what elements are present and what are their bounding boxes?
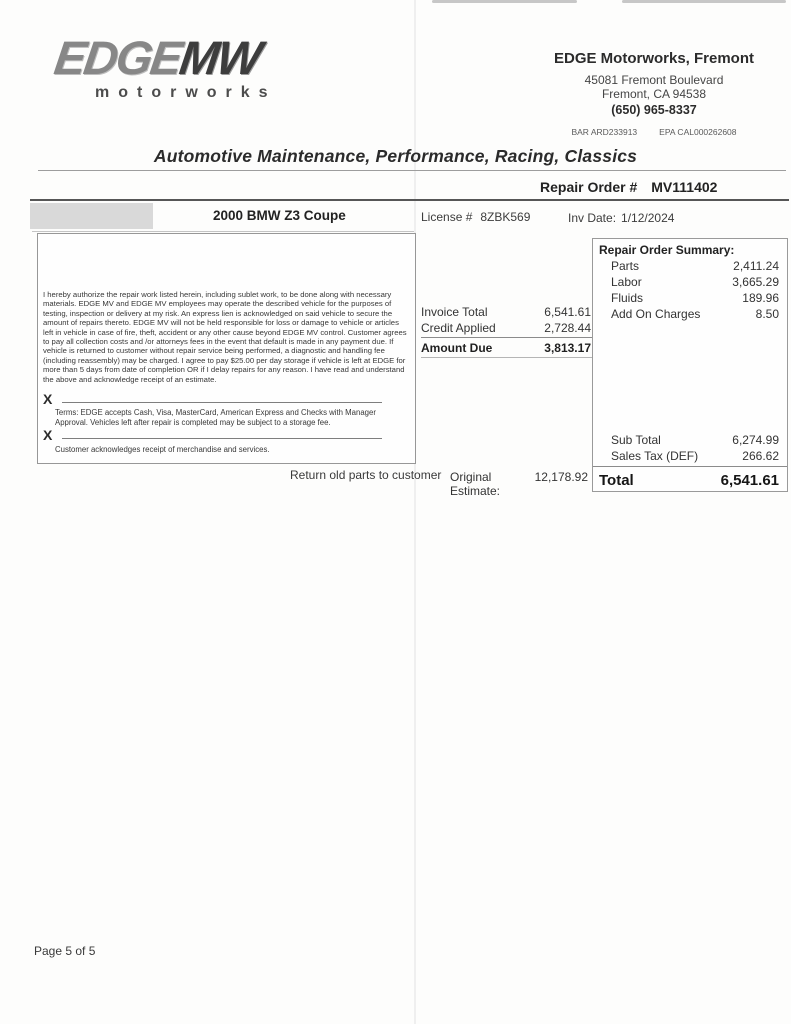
- divider: [30, 199, 789, 201]
- acknowledgement-text: Customer acknowledges receipt of merchandise and services.: [55, 445, 270, 454]
- license-value: 8ZBK569: [480, 210, 531, 224]
- sub-total-label: Sub Total: [611, 433, 661, 447]
- summary-row-fluids: [611, 291, 779, 305]
- epa-number: EPA CAL000262608: [659, 127, 737, 137]
- company-registration: [528, 127, 780, 137]
- authorization-text: I hereby authorize the repair work listed herein, including sublet work, to be done along with necessary materials. EDGE MV and EDGE MV employees may operate the described vehicle for the purposes of testing, inspection or delivery at my risk. An express lien is acknowledged on said vehicle to secure the amount of repairs thereto. EDGE MV will not be held responsible for loss or damage to vehicle or articles left in vehicle in case of fire, theft, accident or any other cause beyond EDGE MV control. Customer agrees to pay all collection costs and /or attorneys fees in the event that default is made in any payment due. If vehicle is returned to customer without repair service being performed, a diagnostic and handling fee (including reassembly) may be charged. I agree to pay $25.00 per day storage if vehicle is left at EDGE for more than 5 days from date of completion OR if I delay repairs for any reason. I have read and understand the above and acknowledge receipt of an estimate.: [43, 290, 407, 384]
- divider: [32, 231, 414, 232]
- divider: [38, 170, 786, 171]
- vehicle-description: 2000 BMW Z3 Coupe: [213, 208, 346, 223]
- fluids-label: Fluids: [611, 291, 644, 305]
- total-value: 6,541.61: [720, 472, 779, 489]
- summary-row-labor: [611, 275, 779, 289]
- summary-row-addon: [611, 307, 779, 321]
- repair-order-number: MV111402: [651, 179, 718, 195]
- company-logo: [51, 31, 335, 102]
- bar-number: BAR ARD233913: [571, 127, 638, 137]
- original-estimate-value: 12,178.92: [534, 470, 588, 484]
- invoice-total-label: Invoice Total: [421, 305, 488, 319]
- total-row: [599, 472, 779, 489]
- summary-row-parts: [611, 259, 779, 273]
- repair-order-header: [540, 179, 786, 195]
- payment-terms-text: Terms: EDGE accepts Cash, Visa, MasterCard, American Express and Checks with Manager Approval. Vehicles left after repair is completed may be subject to a storage fee.: [55, 408, 376, 427]
- business-tagline: Automotive Maintenance, Performance, Racing, Classics: [153, 146, 638, 166]
- invoice-date-label: Inv Date:: [568, 211, 617, 225]
- invoice-total-row: [421, 305, 591, 319]
- license-label: License #: [421, 210, 473, 224]
- scan-smudge: [622, 0, 786, 3]
- divider: [421, 337, 592, 338]
- original-estimate-label: Original Estimate:: [450, 470, 501, 498]
- invoice-total-value: 6,541.61: [544, 305, 591, 319]
- labor-label: Labor: [611, 275, 642, 289]
- sales-tax-row: [611, 449, 779, 463]
- signature-rule: [62, 438, 382, 439]
- credit-applied-row: [421, 321, 591, 335]
- credit-applied-value: 2,728.44: [544, 321, 591, 335]
- summary-title: Repair Order Summary:: [599, 243, 735, 257]
- company-phone: (650) 965-8337: [611, 103, 697, 117]
- amount-due-label: Amount Due: [421, 341, 493, 355]
- company-address-line1: 45081 Fremont Boulevard: [584, 73, 724, 87]
- parts-label: Parts: [611, 259, 640, 273]
- logo-wordmark: [51, 31, 339, 84]
- signature-line-authorization: [43, 391, 382, 407]
- addon-charges-label: Add On Charges: [611, 307, 701, 321]
- redacted-customer-name: [30, 203, 153, 229]
- divider: [421, 357, 592, 358]
- sales-tax-value: 266.62: [742, 449, 779, 463]
- logo-subtext: motorworks: [95, 84, 277, 101]
- authorization-box: [37, 233, 416, 464]
- company-name: EDGE Motorworks, Fremont: [553, 50, 755, 67]
- sales-tax-label: Sales Tax (DEF): [611, 449, 699, 463]
- amount-due-value: 3,813.17: [544, 341, 591, 355]
- total-label: Total: [599, 472, 634, 489]
- sub-total-value: 6,274.99: [732, 433, 779, 447]
- signature-x-mark: X: [43, 391, 53, 407]
- company-address: [528, 73, 780, 101]
- logo-text-secondary: MW: [176, 31, 264, 84]
- invoice-date-value: 1/12/2024: [621, 211, 675, 225]
- signature-x-mark: X: [43, 427, 53, 443]
- parts-value: 2,411.24: [733, 259, 779, 273]
- company-info-block: [528, 50, 780, 137]
- signature-line-acknowledgement: [43, 427, 382, 443]
- page-indicator: Page 5 of 5: [34, 944, 96, 958]
- amount-due-row: [421, 341, 591, 355]
- return-parts-note: Return old parts to customer: [290, 468, 442, 482]
- company-address-line2: Fremont, CA 94538: [601, 87, 707, 101]
- repair-order-summary-box: [592, 238, 788, 492]
- invoice-date-field: [568, 211, 674, 225]
- signature-rule: [62, 402, 382, 403]
- credit-applied-label: Credit Applied: [421, 321, 496, 335]
- sub-total-row: [611, 433, 779, 447]
- labor-value: 3,665.29: [732, 275, 779, 289]
- repair-order-label: Repair Order #: [540, 179, 638, 195]
- addon-charges-value: 8.50: [755, 307, 779, 321]
- logo-text-primary: EDGE: [51, 31, 184, 84]
- fluids-value: 189.96: [742, 291, 779, 305]
- license-field: [421, 210, 530, 224]
- original-estimate-row: [450, 470, 588, 498]
- scan-smudge: [432, 0, 577, 3]
- divider: [593, 466, 787, 467]
